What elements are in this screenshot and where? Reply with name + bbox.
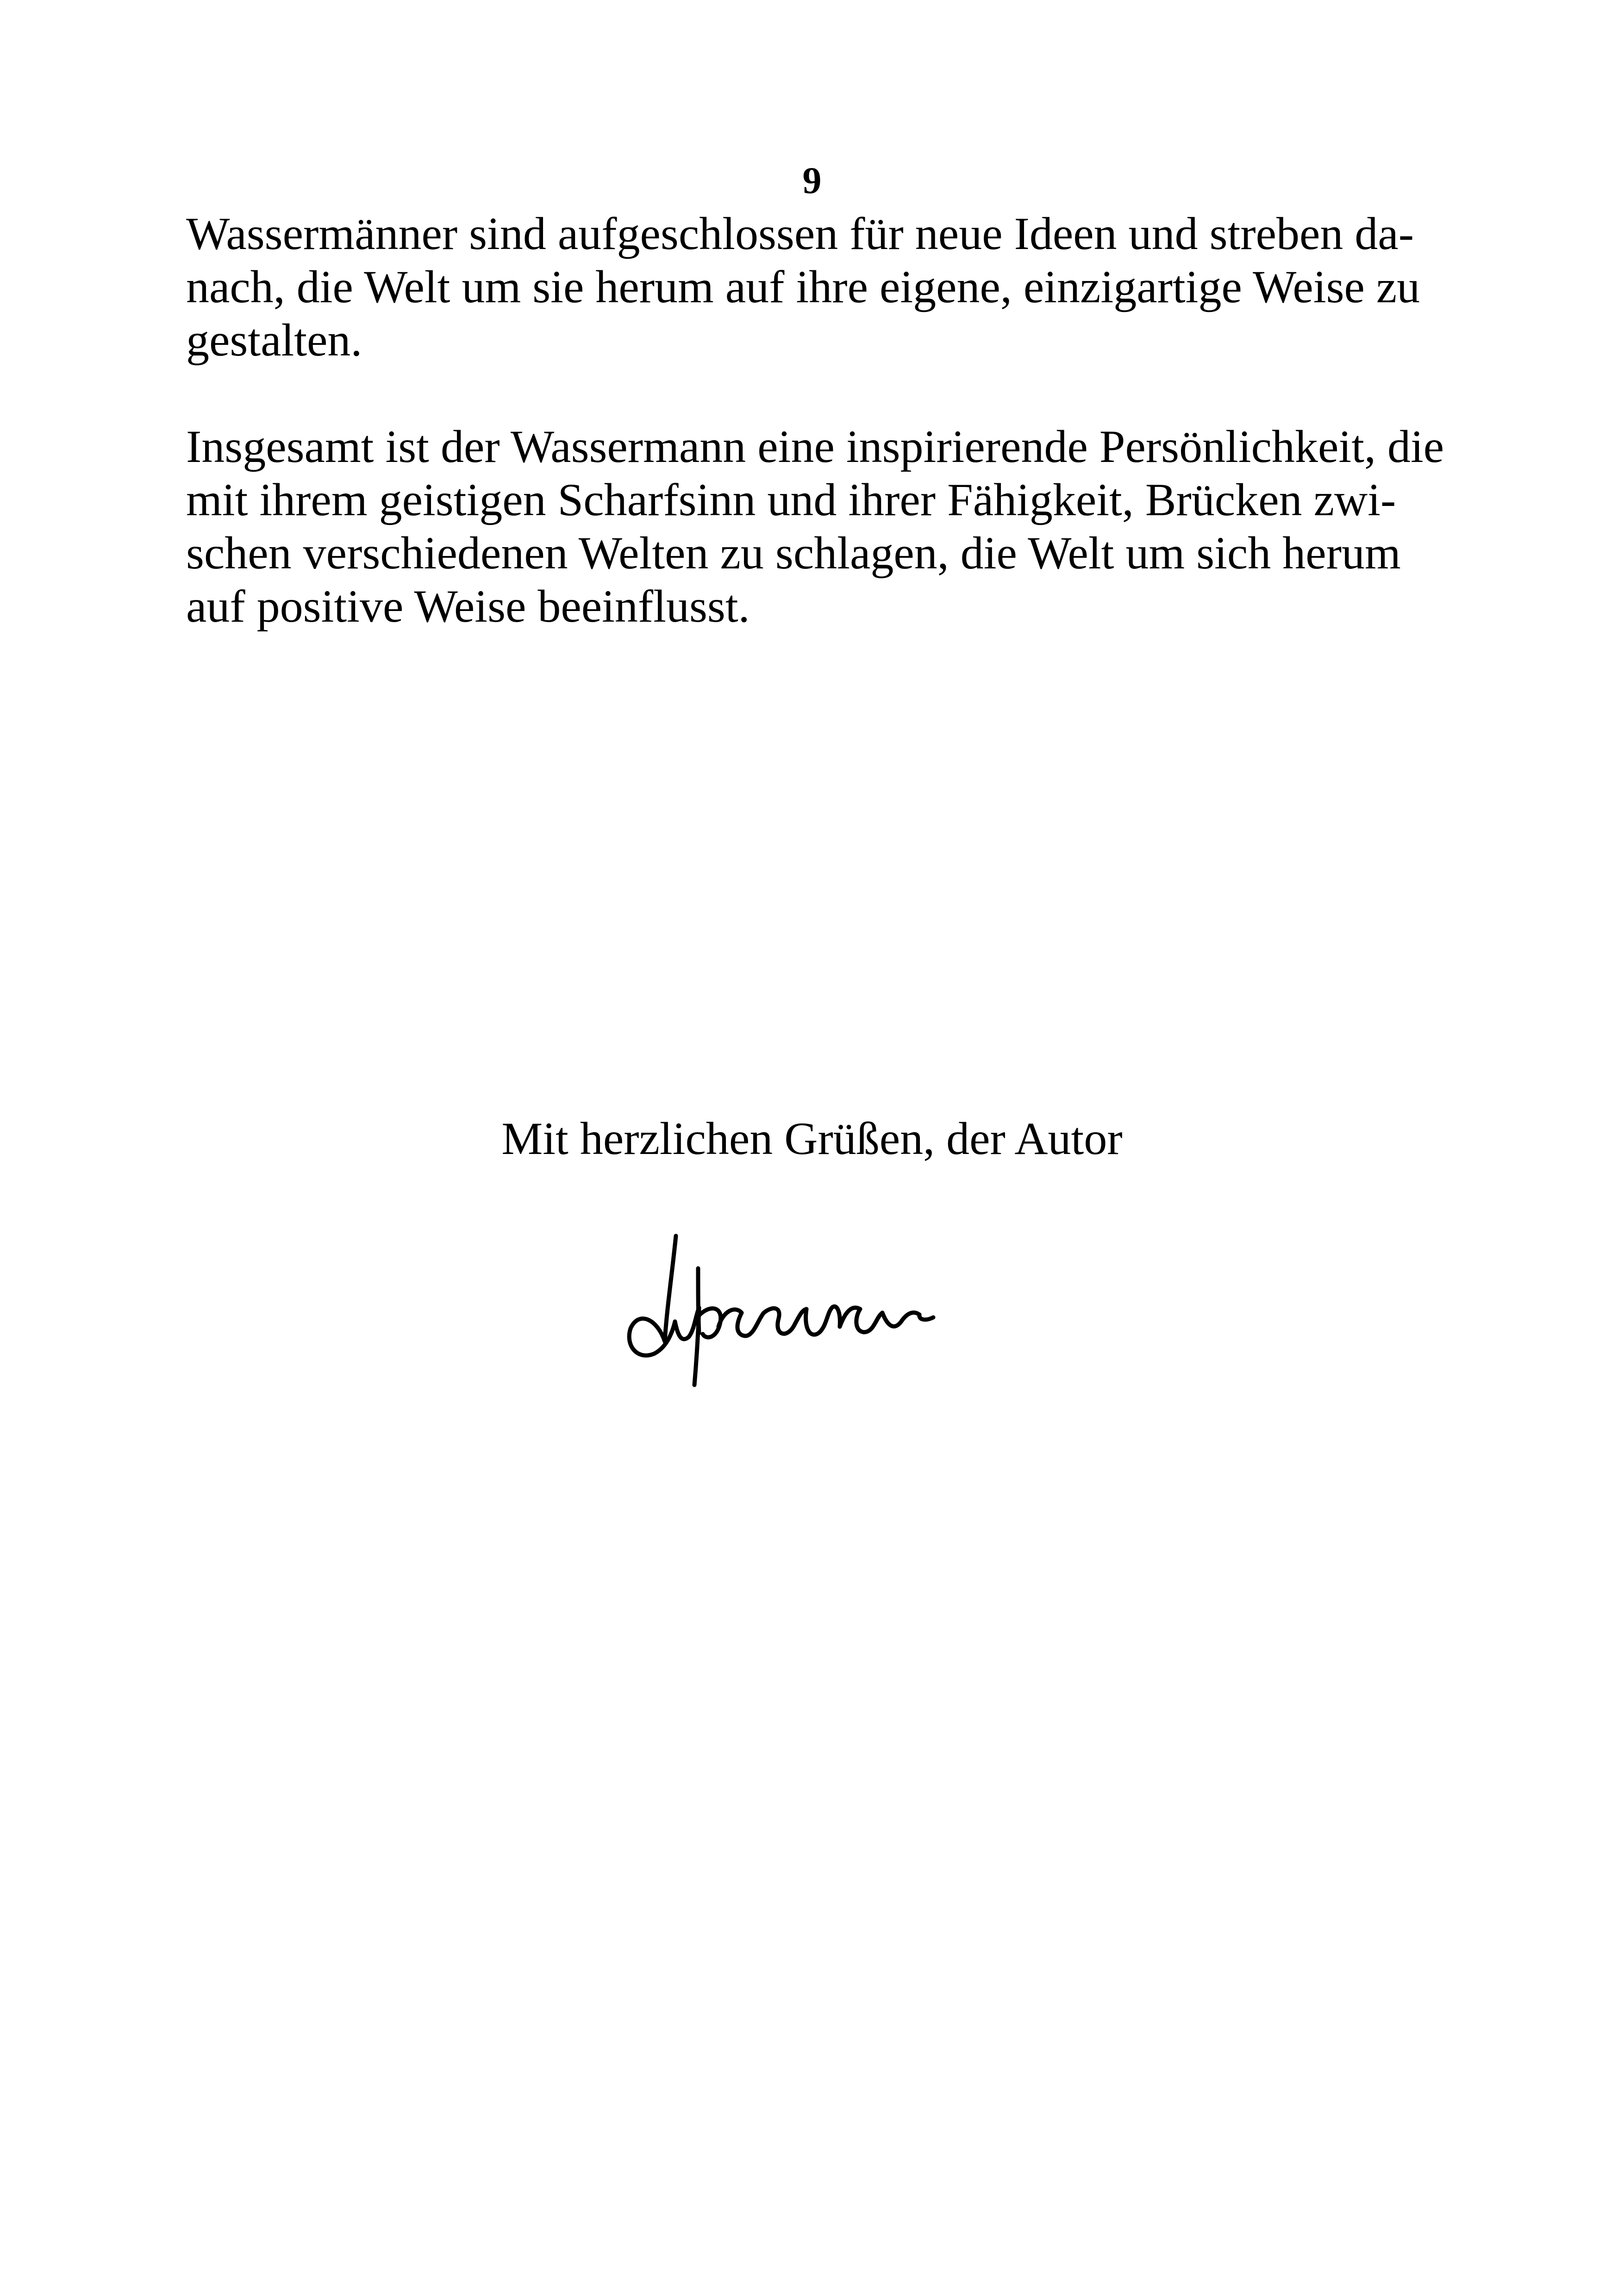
closing-salutation: Mit herzlichen Grüßen, der Autor [501,1113,1123,1164]
paragraph-line: Insgesamt ist der Wassermann eine inspirierende Persönlichkeit, die [186,421,1444,472]
paragraph-line: Wassermänner sind aufgeschlossen für neue Ideen und streben da- [186,208,1414,259]
handwritten-signature-icon [620,1222,954,1389]
paragraph-line: gestalten. [186,314,362,366]
paragraph-line: schen verschiedenen Welten zu schlagen, die Welt um sich herum [186,527,1401,579]
paragraph-line: auf positive Weise beeinflusst. [186,580,750,632]
paragraph-line: nach, die Welt um sie herum auf ihre eigene, einzigartige Weise zu [186,261,1420,312]
page-number: 9 [802,159,822,201]
paragraph-line: mit ihrem geistigen Scharfsinn und ihrer Fähigkeit, Brücken zwi- [186,474,1396,525]
